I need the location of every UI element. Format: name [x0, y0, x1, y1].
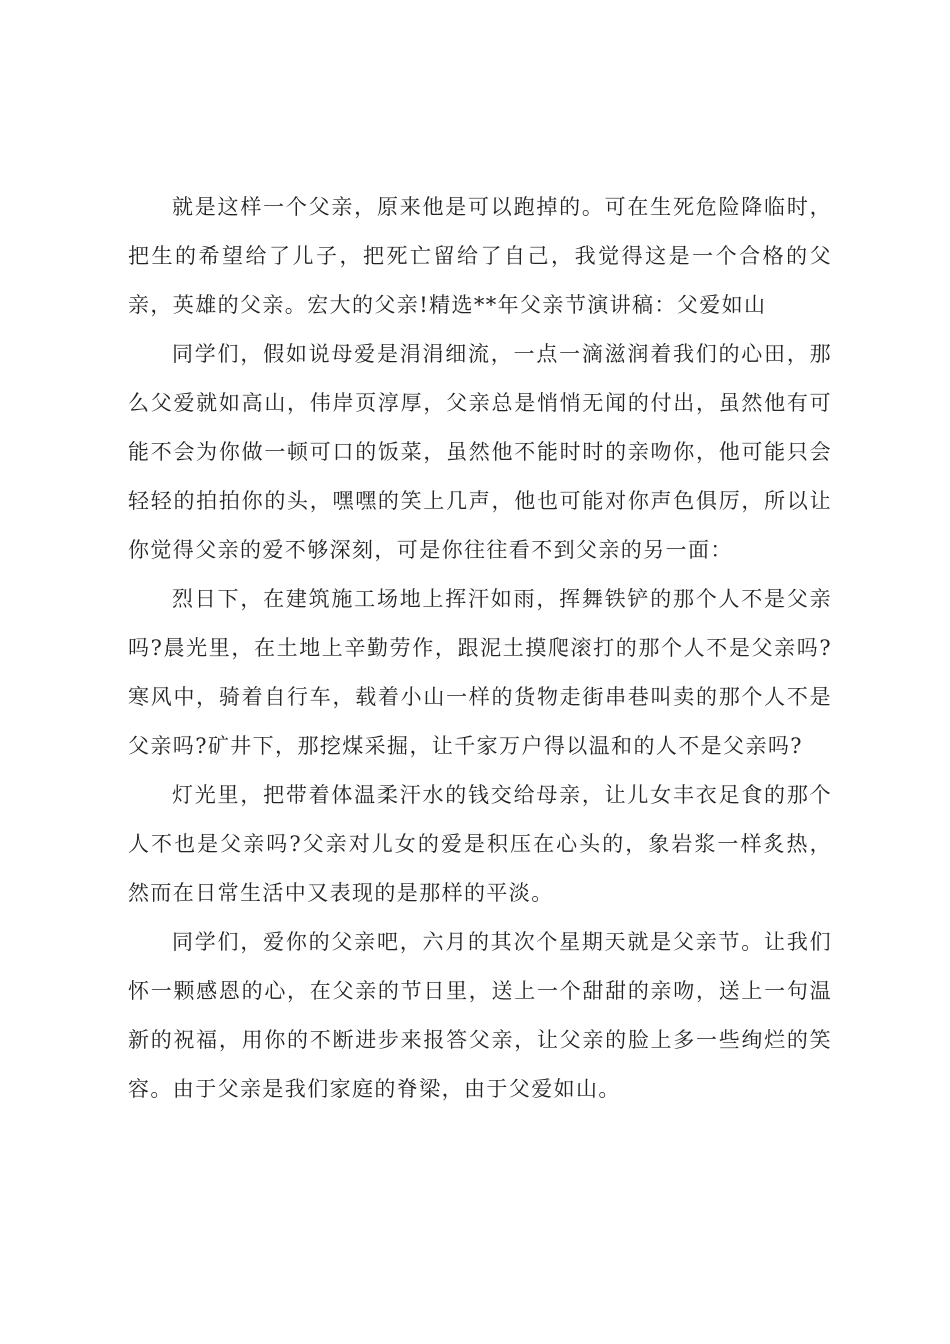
paragraph: 就是这样一个父亲，原来他是可以跑掉的。可在生死危险降临时，把生的希望给了儿子，把死亡留给了自己，我觉得这是一个合格的父亲，英雄的父亲。宏大的父亲!精选**年父亲节演讲稿：父爱如山: [128, 195, 832, 317]
paragraph: 灯光里，把带着体温柔汗水的钱交给母亲，让儿女丰衣足食的那个人不也是父亲吗?父亲对儿女的爱是积压在心头的，象岩浆一样炙热，然而在日常生活中又表现的是那样的平淡。: [128, 783, 832, 905]
document-body: [128, 183, 832, 1114]
paragraph: 同学们，假如说母爱是涓涓细流，一点一滴滋润着我们的心田，那么父爱就如高山，伟岸页淳厚，父亲总是悄悄无闻的付出，虽然他有可能不会为你做一顿可口的饭菜，虽然他不能时时的亲吻你，他可能只会轻轻的拍拍你的头，嘿嘿的笑上几声，他也可能对你声色俱厉，所以让你觉得父亲的爱不够深刻，可是你往往看不到父亲的另一面：: [128, 342, 832, 562]
paragraph: 烈日下，在建筑施工场地上挥汗如雨，挥舞铁铲的那个人不是父亲吗?晨光里，在土地上辛勤劳作，跟泥土摸爬滚打的那个人不是父亲吗?寒风中，骑着自行车，载着小山一样的货物走街串巷叫卖的那个人不是父亲吗?矿井下，那挖煤采掘，让千家万户得以温和的人不是父亲吗?: [128, 587, 832, 758]
paragraph: 同学们，爱你的父亲吧，六月的其次个星期天就是父亲节。让我们怀一颗感恩的心，在父亲的节日里，送上一个甜甜的亲吻，送上一句温新的祝福，用你的不断进步来报答父亲，让父亲的脸上多一些绚烂的笑容。由于父亲是我们家庭的脊梁，由于父爱如山。: [128, 930, 832, 1101]
